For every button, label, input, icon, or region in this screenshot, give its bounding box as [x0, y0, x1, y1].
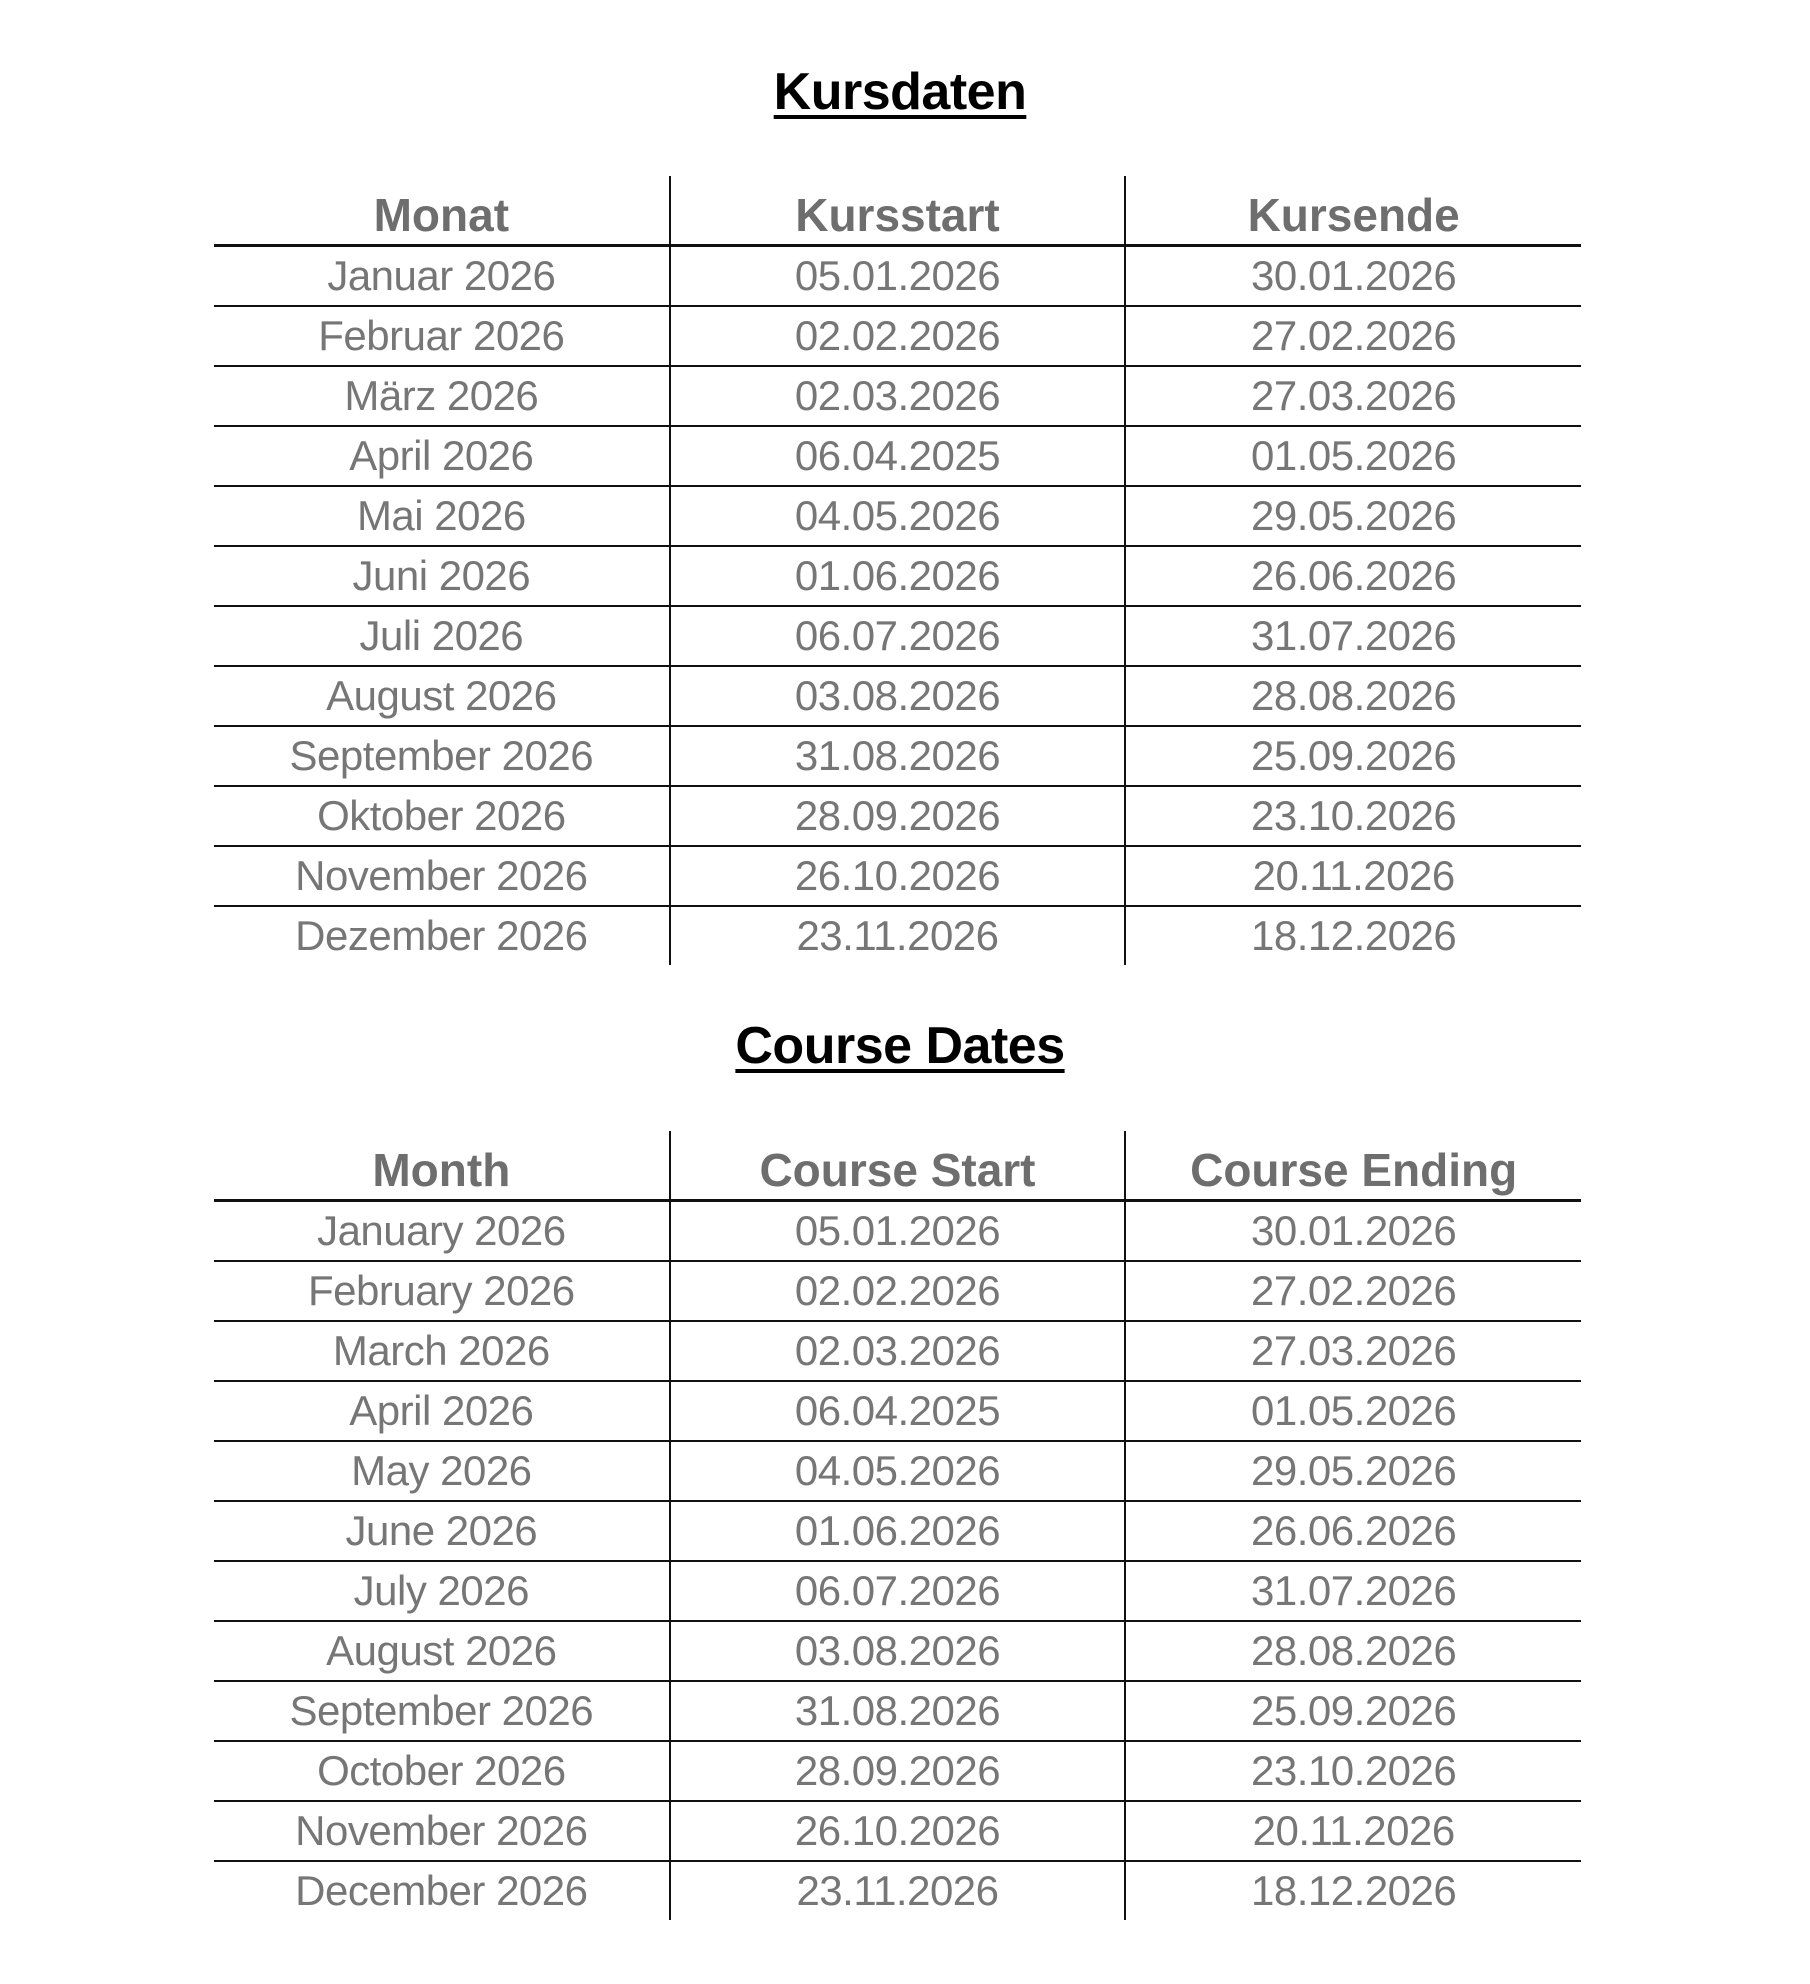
cell-end: 31.07.2026: [1125, 606, 1581, 666]
cell-end: 23.10.2026: [1125, 786, 1581, 846]
cell-month: June 2026: [214, 1501, 670, 1561]
cell-end: 27.02.2026: [1125, 1261, 1581, 1321]
cell-month: August 2026: [214, 1621, 670, 1681]
cell-start: 06.04.2025: [670, 1381, 1126, 1441]
cell-end: 18.12.2026: [1125, 906, 1581, 965]
cell-end: 01.05.2026: [1125, 426, 1581, 486]
cell-month: March 2026: [214, 1321, 670, 1381]
cell-start: 02.03.2026: [670, 366, 1126, 426]
cell-month: Juli 2026: [214, 606, 670, 666]
cell-start: 02.02.2026: [670, 306, 1126, 366]
table-row: [214, 246, 1581, 307]
cell-month: July 2026: [214, 1561, 670, 1621]
table-row: [214, 1621, 1581, 1681]
table-row: [214, 1741, 1581, 1801]
column-header-end: Kursende: [1125, 176, 1581, 246]
cell-end: 01.05.2026: [1125, 1381, 1581, 1441]
cell-end: 27.02.2026: [1125, 306, 1581, 366]
cell-month: February 2026: [214, 1261, 670, 1321]
cell-month: September 2026: [214, 726, 670, 786]
table-row: [214, 1201, 1581, 1262]
cell-end: 20.11.2026: [1125, 1801, 1581, 1861]
cell-end: 25.09.2026: [1125, 1681, 1581, 1741]
cell-start: 01.06.2026: [670, 546, 1126, 606]
column-header-month: Month: [214, 1131, 670, 1201]
table-row: [214, 1801, 1581, 1861]
cell-start: 03.08.2026: [670, 666, 1126, 726]
table-row: [214, 1861, 1581, 1920]
cell-month: December 2026: [295, 1867, 588, 1914]
cell-end: 23.10.2026: [1125, 1741, 1581, 1801]
cell-end: 26.06.2026: [1125, 1501, 1581, 1561]
table-row: [214, 1381, 1581, 1441]
cell-month: September 2026: [214, 1681, 670, 1741]
cell-month: November 2026: [214, 1801, 670, 1861]
cell-start: 28.09.2026: [670, 1741, 1126, 1801]
table-row: [214, 786, 1581, 846]
cell-end: 27.03.2026: [1125, 366, 1581, 426]
cell-start: 31.08.2026: [670, 726, 1126, 786]
cell-start: 26.10.2026: [670, 846, 1126, 906]
cell-start: 06.04.2025: [670, 426, 1126, 486]
cell-start: 23.11.2026: [670, 1861, 1126, 1920]
cell-start: 26.10.2026: [670, 1801, 1126, 1861]
table-row: [214, 666, 1581, 726]
cell-start: 01.06.2026: [670, 1501, 1126, 1561]
cell-start: 03.08.2026: [670, 1621, 1126, 1681]
table-row: [214, 1321, 1581, 1381]
cell-end: 29.05.2026: [1125, 1441, 1581, 1501]
cell-month: Mai 2026: [214, 486, 670, 546]
table-header-row: [214, 1131, 1581, 1201]
cell-end: 30.01.2026: [1125, 1201, 1581, 1262]
cell-month: January 2026: [214, 1201, 670, 1262]
cell-month: April 2026: [214, 1381, 670, 1441]
table-row: [214, 906, 1581, 965]
column-header-month: Monat: [214, 176, 670, 246]
cell-end: 20.11.2026: [1125, 846, 1581, 906]
cell-end: 18.12.2026: [1125, 1861, 1581, 1920]
table-header-row: [214, 176, 1581, 246]
course-dates-table-english: [214, 1131, 1581, 1920]
cell-start: 05.01.2026: [670, 246, 1126, 307]
section-title-english: Course Dates: [735, 1017, 1065, 1075]
cell-start: 06.07.2026: [670, 606, 1126, 666]
table-row: [214, 1261, 1581, 1321]
cell-start: 28.09.2026: [670, 786, 1126, 846]
cell-end: 30.01.2026: [1125, 246, 1581, 307]
cell-start: 31.08.2026: [670, 1681, 1126, 1741]
cell-month: Februar 2026: [214, 306, 670, 366]
cell-month: Dezember 2026: [295, 912, 588, 959]
table-row: [214, 846, 1581, 906]
cell-month: May 2026: [214, 1441, 670, 1501]
cell-month: October 2026: [214, 1741, 670, 1801]
cell-end: 28.08.2026: [1125, 666, 1581, 726]
table-row: [214, 486, 1581, 546]
section-title-german: Kursdaten: [773, 63, 1027, 121]
table-row: [214, 606, 1581, 666]
table-row: [214, 726, 1581, 786]
column-header-start: Kursstart: [670, 176, 1126, 246]
table-row: [214, 1561, 1581, 1621]
table-row: [214, 1501, 1581, 1561]
cell-month: März 2026: [214, 366, 670, 426]
column-header-start: Course Start: [670, 1131, 1126, 1201]
cell-month: Januar 2026: [214, 246, 670, 307]
cell-month: November 2026: [214, 846, 670, 906]
cell-end: 29.05.2026: [1125, 486, 1581, 546]
table-row: [214, 546, 1581, 606]
table-row: [214, 1441, 1581, 1501]
cell-month: August 2026: [214, 666, 670, 726]
table-row: [214, 306, 1581, 366]
cell-start: 02.03.2026: [670, 1321, 1126, 1381]
cell-start: 05.01.2026: [670, 1201, 1126, 1262]
course-dates-table-german: [214, 176, 1581, 965]
table-row: [214, 426, 1581, 486]
cell-month: Oktober 2026: [214, 786, 670, 846]
cell-end: 25.09.2026: [1125, 726, 1581, 786]
cell-start: 02.02.2026: [670, 1261, 1126, 1321]
cell-start: 06.07.2026: [670, 1561, 1126, 1621]
cell-month: Juni 2026: [214, 546, 670, 606]
table-row: [214, 366, 1581, 426]
cell-start: 04.05.2026: [670, 1441, 1126, 1501]
cell-end: 31.07.2026: [1125, 1561, 1581, 1621]
cell-month: April 2026: [214, 426, 670, 486]
cell-end: 26.06.2026: [1125, 546, 1581, 606]
cell-end: 28.08.2026: [1125, 1621, 1581, 1681]
cell-end: 27.03.2026: [1125, 1321, 1581, 1381]
cell-start: 23.11.2026: [670, 906, 1126, 965]
column-header-end: Course Ending: [1125, 1131, 1581, 1201]
cell-start: 04.05.2026: [670, 486, 1126, 546]
table-row: [214, 1681, 1581, 1741]
